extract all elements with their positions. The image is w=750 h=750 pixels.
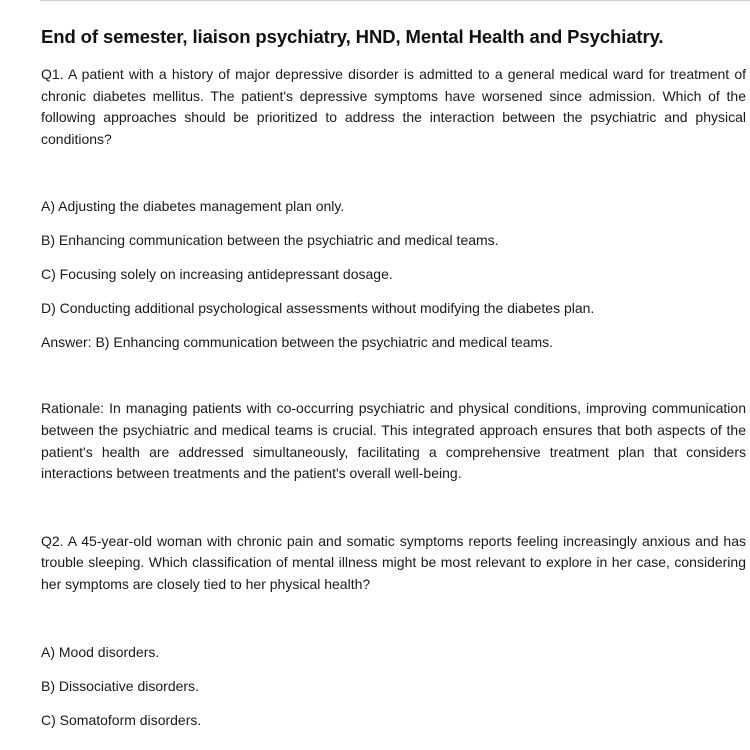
document-page	[41, 24, 746, 730]
page-top-border	[40, 0, 750, 1]
q2-option-c: C) Somatoform disorders.	[41, 711, 202, 728]
q2-question: Q2. A 45-year-old woman with chronic pain and somatic symptoms reports feeling increasingly anxious and has trouble sleeping. Which classification of mental illness might be most relevant to explore in her case, considering her symptoms are closely tied to her physical health?	[41, 532, 746, 592]
q1-option-b: B) Enhancing communication between the psychiatric and medical teams.	[41, 232, 499, 249]
q1-option-d: D) Conducting additional psychological assessments without modifying the diabetes plan.	[41, 300, 595, 317]
q1-answer: Answer: B) Enhancing communication between the psychiatric and medical teams.	[41, 334, 554, 351]
q1-option-a: A) Adjusting the diabetes management plan only.	[41, 198, 345, 215]
q2-option-b: B) Dissociative disorders.	[41, 677, 199, 694]
q1-option-c: C) Focusing solely on increasing antidepressant dosage.	[41, 266, 393, 283]
q2-option-a: A) Mood disorders.	[41, 643, 160, 660]
q1-question: Q1. A patient with a history of major depressive disorder is admitted to a general medical ward for treatment of chronic diabetes mellitus. The patient's depressive symptoms have worsened since admission. Which of the following approaches should be prioritized to address the interaction between the psychiatric and physical conditions?	[41, 66, 746, 147]
document-title: End of semester, liaison psychiatry, HND, Mental Health and Psychiatry.	[41, 26, 664, 47]
q1-rationale: Rationale: In managing patients with co-occurring psychiatric and physical conditions, improving communication between the psychiatric and medical teams is crucial. This integrated approach ensures that both aspects of the patient's health are addressed simultaneously, facilitating a comprehensive treatment plan that considers interactions between treatments and the patient's overall well-being.	[41, 400, 746, 482]
